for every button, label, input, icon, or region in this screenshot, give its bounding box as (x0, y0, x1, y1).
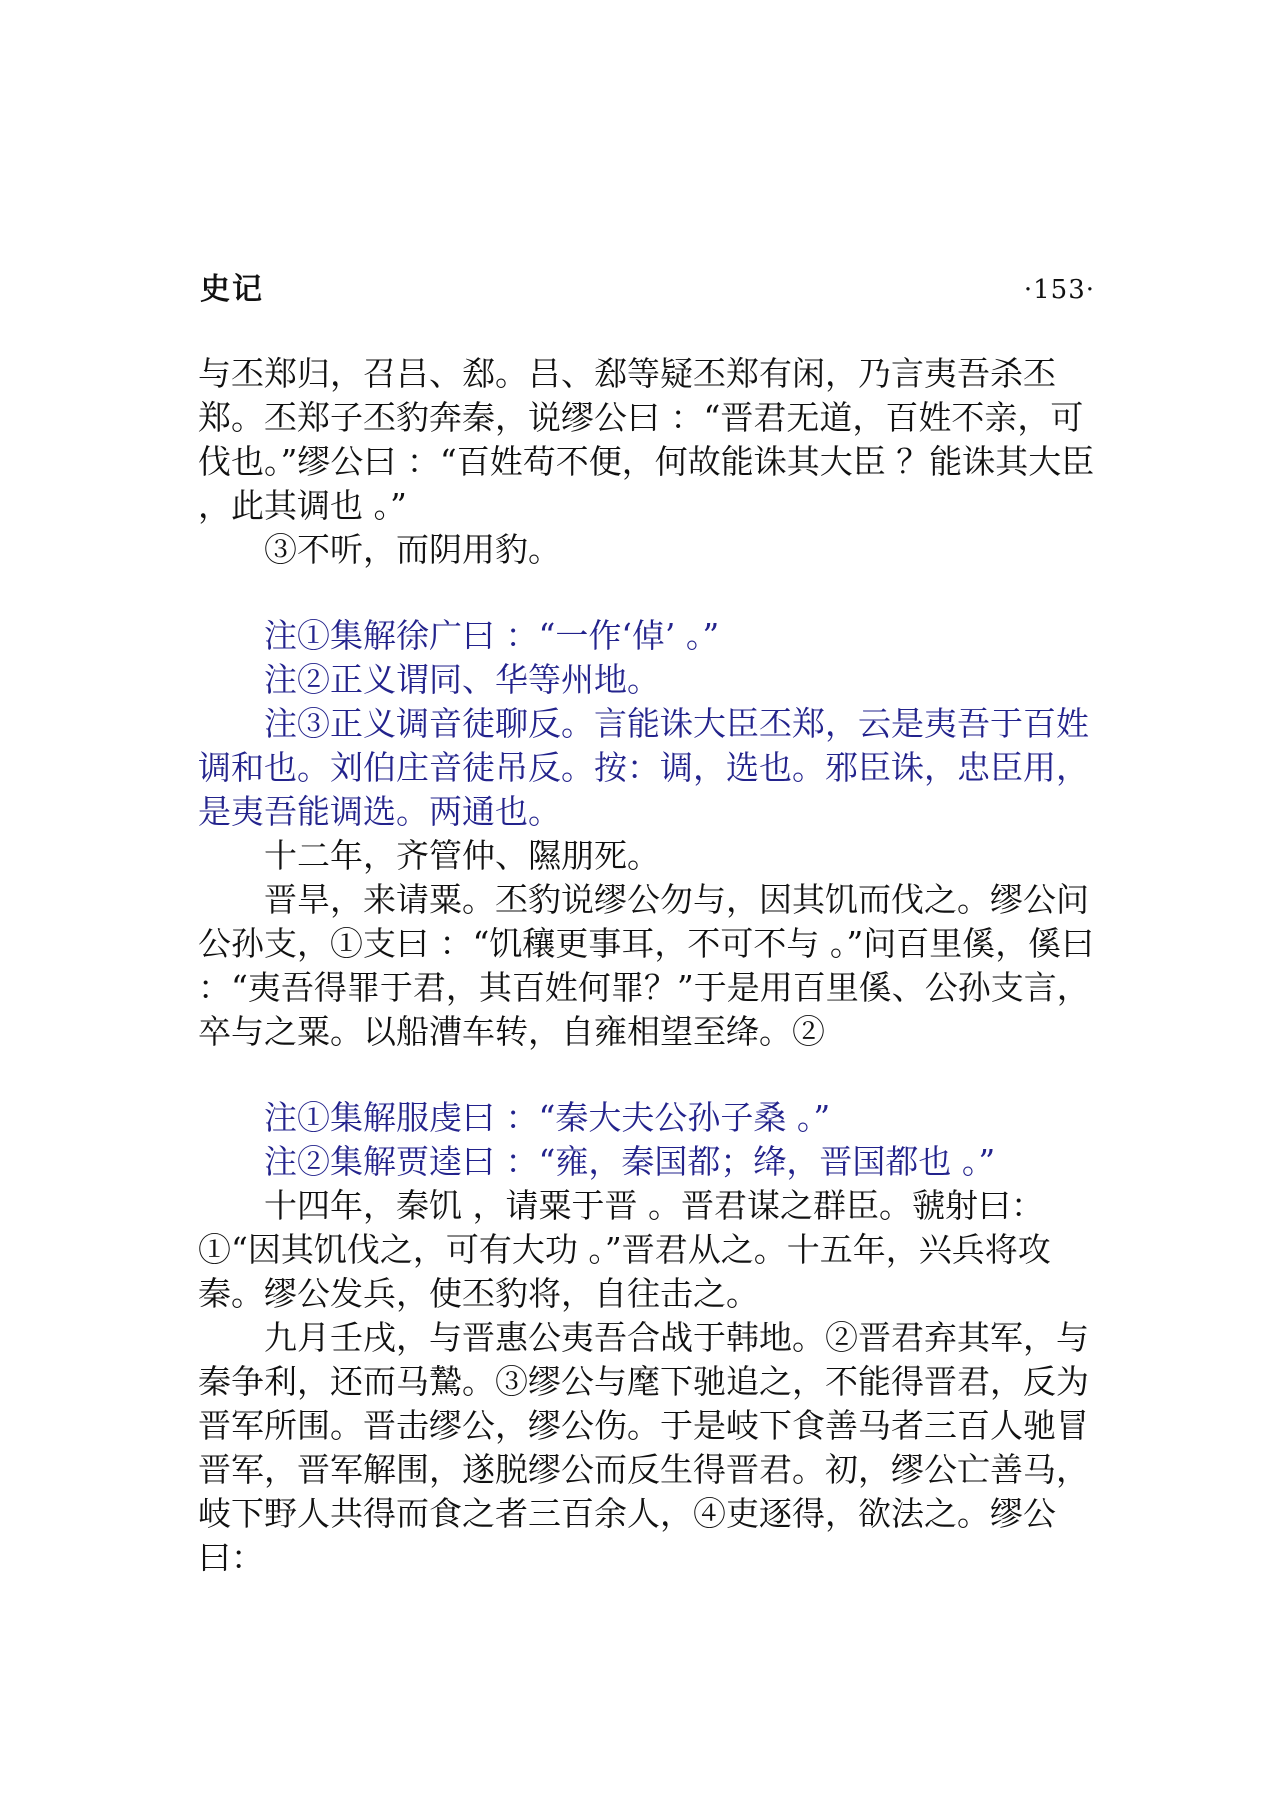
note-1: 注①集解徐广曰 ：“一作‘倬’ 。” (264, 616, 720, 655)
paragraph-ninth-month: 九月壬戌，与晋惠公夷吾合战于韩地。②晋君弃其军，与秦争利，还而马騺。③缪公与麾下驰追之，不能得晋君，反为晋军所围。晋击缪公，缪公伤。于是岐下食善马者三百人驰冒晋军，晋军解围，遂脱缪公而反生得晋君。初，缪公亡善马，岐下野人共得而食之者三百余人，④吏逐得，欲法之。缪公曰： (198, 1318, 1089, 1577)
note-1-b: 注①集解服虔曰 ：“秦大夫公孙子桑 。” (264, 1098, 831, 1137)
paragraph-year-14: 十四年，秦饥 ，请粟于晋 。晋君谋之群臣。虢射曰：①“因其饥伐之，可有大功 。”晋君从之。十五年，兴兵将攻秦。缪公发兵，使丕豹将，自往击之。 (198, 1186, 1051, 1313)
paragraph-bu-ting: ③不听，而阴用豹。 (264, 530, 561, 569)
paragraph-year-12: 十二年，齐管仲、隰朋死。 (264, 836, 660, 875)
note-2: 注②正义谓同、华等州地。 (264, 660, 660, 699)
note-3: 注③正义调音徒聊反。言能诛大臣丕郑，云是夷吾于百姓调和也。刘伯庄音徒吊反。按：调，选也。邪臣诛，忠臣用，是夷吾能调选。两通也。 (198, 704, 1089, 831)
page-body (198, 352, 1108, 1580)
book-title: 史记 (200, 272, 264, 307)
paragraph-jin-drought: 晋旱，来请粟。丕豹说缪公勿与，因其饥而伐之。缪公问公孙支，①支曰 ：“饥穰更事耳，不可不与 。”问百里傒，傒曰 ：“夷吾得罪于君，其百姓何罪？”于是用百里傒、公孙支言，卒与之粟。以船漕车转，自雍相望至绛。② (198, 880, 1105, 1051)
page-number: ·153· (1023, 275, 1095, 305)
spacer (198, 1054, 1108, 1096)
spacer (198, 572, 1108, 614)
note-2-b: 注②集解贾逵曰 ：“雍，秦国都；绛，晋国都也 。” (264, 1142, 996, 1181)
page-header (200, 270, 1095, 310)
paragraph-pi-zheng: 与丕郑归，召吕、郄。吕、郄等疑丕郑有闲，乃言夷吾杀丕郑。丕郑子丕豹奔秦，说缪公曰 ：“晋君无道，百姓不亲，可伐也。”缪公曰 ：“百姓苟不便，何故能诛其大臣 ？能诛其大臣 ，此其调也 。” (198, 354, 1105, 525)
